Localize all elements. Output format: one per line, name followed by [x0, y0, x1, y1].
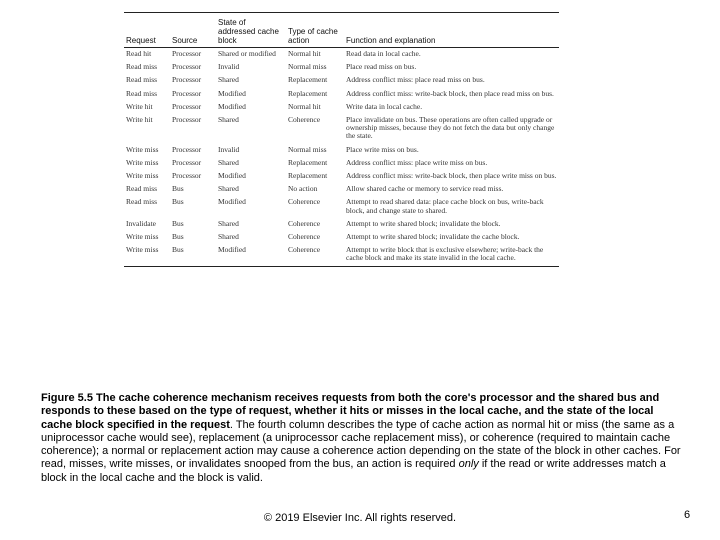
cell-action-type: Normal miss [288, 62, 327, 72]
cell-request: Invalidate [126, 218, 156, 228]
cell-source: Processor [172, 62, 202, 72]
cell-request: Read miss [126, 75, 158, 85]
cell-request: Read hit [126, 49, 152, 58]
cell-source: Processor [172, 115, 202, 125]
cell-request: Write miss [126, 157, 159, 167]
cell-function: Address conflict miss: place write miss on bus. [346, 157, 488, 167]
page-number: 6 [684, 509, 691, 521]
cell-action-type: Coherence [288, 197, 321, 207]
cell-action-type: Coherence [288, 218, 321, 228]
table-body [124, 48, 559, 267]
cell-function: Address conflict miss: place read miss on bus. [346, 75, 485, 85]
cell-source: Processor [172, 144, 202, 154]
cell-function: Attempt to write block that is exclusive elsewhere; write-back the cache block and make its state invalid in the local cache. [344, 244, 559, 266]
cell-request: Read miss [126, 62, 158, 72]
header-source: Source [170, 13, 216, 48]
cell-request: Read miss [126, 197, 158, 207]
cell-source: Processor [172, 101, 202, 111]
cell-state: Shared [218, 232, 239, 242]
table-row [124, 157, 559, 170]
caption-bold-title: Figure 5.5 The cache coherence mechanism receives requests from both the core's processor and the shared bus and responds to these based on the type of request, whether it hits or misses in the local cache, and the state of the local cache block specified in the request [41, 392, 660, 431]
cell-action-type: Coherence [288, 232, 321, 242]
table-row [124, 114, 559, 144]
cell-function: Read data in local cache. [346, 49, 421, 58]
figure-caption [41, 392, 681, 485]
cell-function: Place invalidate on bus. These operations are often called upgrade or ownership misses, because they do not fetch the data but only change the state. [346, 115, 555, 141]
cell-source: Bus [170, 244, 216, 266]
cell-function: Address conflict miss: write-back block, then place write miss on bus. [346, 171, 557, 181]
cell-action-type: Normal hit [288, 101, 321, 111]
cell-action-type: Replacement [288, 171, 328, 181]
caption-text-part-2: if the read or write addresses match a block in the local cache and the block is valid. [41, 458, 666, 484]
cell-source: Processor [172, 171, 202, 181]
cell-state: Shared [218, 115, 239, 125]
cell-action-type: Normal miss [288, 144, 327, 154]
cell-state: Shared [218, 184, 239, 194]
cell-state: Shared [218, 218, 239, 228]
cell-source: Processor [172, 88, 202, 98]
cell-state: Modified [218, 101, 246, 111]
cell-state: Modified [218, 171, 246, 181]
cell-state: Modified [218, 88, 246, 98]
cell-function: Place read miss on bus. [346, 62, 417, 72]
cell-action-type: Replacement [288, 88, 328, 98]
cell-request: Write miss [126, 232, 159, 242]
cell-function: Address conflict miss: write-back block, then place read miss on bus. [346, 88, 554, 98]
cell-request: Read miss [126, 88, 158, 98]
table-row [124, 196, 559, 217]
cell-request: Write miss [124, 244, 170, 266]
table-row [124, 48, 559, 62]
cell-function: Attempt to write shared block; invalidate the block. [346, 218, 501, 228]
table-row [124, 231, 559, 244]
cell-request: Write hit [126, 101, 153, 111]
table-row [124, 218, 559, 231]
cell-source: Bus [172, 184, 184, 194]
caption-italic-word: only [458, 458, 479, 471]
caption-text-part-1: . The fourth column describes the type of cache action as normal hit or miss (the same as a uniprocessor cache would see), replacement (a uniprocessor cache replacement miss), or coherence (required to maintain cache coherence); a normal or replacement action may cause a coherence action depending on the state of the block in other caches. For read, misses, write misses, or invalidates snooped from the bus, an action is required [41, 418, 681, 471]
cell-source: Processor [172, 49, 202, 58]
header-action-type: Type of cache action [286, 13, 344, 48]
cell-source: Processor [172, 157, 202, 167]
cell-request: Read miss [126, 184, 158, 194]
cell-state: Modified [216, 244, 286, 266]
table-row [124, 183, 559, 196]
header-function: Function and explanation [344, 13, 559, 48]
cache-action-table-figure [124, 12, 559, 267]
table-row [124, 101, 559, 114]
table-row [124, 61, 559, 74]
table-header-row [124, 13, 559, 48]
cell-function: Attempt to read shared data: place cache block on bus, write-back block, and change state to shared. [346, 197, 544, 215]
cell-request: Write miss [126, 171, 159, 181]
cache-action-table [124, 12, 559, 267]
header-state: State of addressed cache block [216, 13, 286, 48]
cell-state: Shared [218, 75, 239, 85]
cell-state: Invalid [218, 62, 240, 72]
cell-action-type: Coherence [288, 115, 321, 125]
cell-state: Invalid [218, 144, 240, 154]
cell-source: Bus [172, 232, 184, 242]
cell-function: Attempt to write shared block; invalidate the cache block. [346, 232, 520, 242]
cell-source: Processor [172, 75, 202, 85]
cell-action-type: Normal hit [288, 49, 321, 58]
cell-function: Allow shared cache or memory to service read miss. [346, 184, 504, 194]
cell-action-type: Replacement [288, 157, 328, 167]
cell-action-type: Replacement [288, 75, 328, 85]
cell-action-type: Coherence [286, 244, 344, 266]
table-row [124, 244, 559, 266]
cell-request: Write hit [126, 115, 153, 125]
cell-state: Modified [218, 197, 246, 207]
header-request: Request [124, 13, 170, 48]
cell-function: Place write miss on bus. [346, 144, 419, 154]
cell-state: Shared or modified [218, 49, 276, 58]
cell-request: Write miss [126, 144, 159, 154]
table-row [124, 74, 559, 87]
copyright-notice: © 2019 Elsevier Inc. All rights reserved. [263, 512, 457, 524]
cell-source: Bus [172, 218, 184, 228]
table-row [124, 144, 559, 157]
table-row [124, 88, 559, 101]
cell-function: Write data in local cache. [346, 101, 423, 111]
table-row [124, 170, 559, 183]
cell-source: Bus [172, 197, 184, 207]
cell-state: Shared [218, 157, 239, 167]
cell-action-type: No action [288, 184, 318, 194]
